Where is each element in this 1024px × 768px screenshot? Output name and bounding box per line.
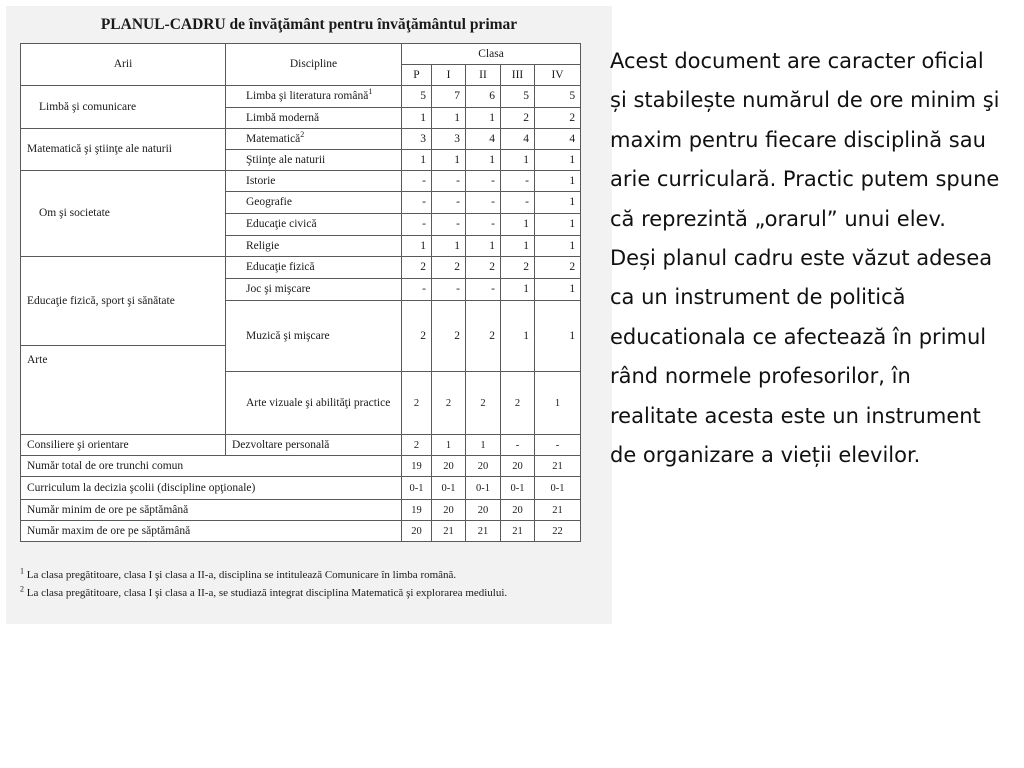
total-label: Număr total de ore trunchi comun	[21, 456, 402, 477]
footnote-text: La clasa pregătitoare, clasa I şi clasa a II-a, se studiază integrat disciplina Matematică şi explorarea mediului.	[26, 587, 508, 599]
value-cell: 21	[535, 456, 581, 477]
value-cell: -	[466, 279, 501, 301]
value-cell: 2	[501, 257, 535, 279]
value-cell: 1	[501, 301, 535, 372]
area-cell: Educaţie fizică, sport şi sănătate	[21, 257, 226, 346]
area-cell: Consiliere şi orientare	[21, 435, 226, 456]
value-cell: 2	[535, 257, 581, 279]
value-cell: 1	[501, 214, 535, 236]
paragraph: Acest document are caracter oficial și stabilește numărul de ore minim şi maxim pentru fiecare disciplină sau arie curriculară. Practic putem spune că reprezintă „orarul” unui elev.	[610, 49, 1000, 231]
value-cell: 2	[432, 257, 466, 279]
discipline-cell: Arte vizuale şi abilităţi practice	[226, 372, 402, 435]
value-cell: 1	[402, 150, 432, 171]
value-cell: 20	[466, 500, 501, 521]
value-cell: 2	[402, 435, 432, 456]
value-cell: 0-1	[501, 477, 535, 500]
value-cell: 2	[466, 257, 501, 279]
value-cell: -	[501, 192, 535, 214]
value-cell: 2	[402, 372, 432, 435]
paragraph: Deși planul cadru este văzut adesea ca un instrument de politică educationala ce afectează în primul rând normele profesorilor, în realitate acesta este un instrument de organizare a vieții elevilor.	[610, 246, 993, 468]
header-class: IV	[535, 65, 581, 86]
discipline-cell: Muzică şi mişcare	[226, 301, 402, 372]
value-cell: -	[402, 171, 432, 192]
value-cell: 5	[402, 86, 432, 108]
value-cell: 2	[466, 372, 501, 435]
value-cell: -	[432, 279, 466, 301]
discipline-name: Matematică	[246, 132, 301, 145]
value-cell: 20	[466, 456, 501, 477]
value-cell: -	[402, 192, 432, 214]
value-cell: 21	[432, 521, 466, 542]
value-cell: 1	[501, 279, 535, 301]
value-cell: -	[402, 214, 432, 236]
value-cell: 1	[535, 279, 581, 301]
header-arii: Arii	[21, 44, 226, 86]
area-cell: Arte	[21, 346, 226, 435]
total-label: Număr maxim de ore pe săptămână	[21, 521, 402, 542]
totals-row	[21, 521, 581, 542]
value-cell: 2	[466, 301, 501, 372]
discipline-name: Limba şi literatura română	[246, 90, 369, 102]
value-cell: -	[501, 435, 535, 456]
table-title: PLANUL-CADRU de învăţământ pentru învăţământul primar	[100, 16, 518, 33]
value-cell: -	[432, 214, 466, 236]
value-cell: 1	[501, 236, 535, 257]
footnote-mark: 2	[300, 129, 305, 139]
footnote-text: La clasa pregătitoare, clasa I şi clasa a II-a, disciplina se intitulează Comunicare în limba română.	[26, 569, 457, 581]
header-clasa: Clasa	[402, 44, 581, 65]
value-cell: 1	[432, 236, 466, 257]
footnote	[20, 566, 457, 581]
discipline-cell: Istorie	[226, 171, 402, 192]
value-cell: 6	[466, 86, 501, 108]
value-cell: 1	[535, 150, 581, 171]
header-class: P	[402, 65, 432, 86]
value-cell: 5	[535, 86, 581, 108]
header-class: III	[501, 65, 535, 86]
value-cell: 1	[535, 192, 581, 214]
value-cell: 1	[501, 150, 535, 171]
value-cell: 22	[535, 521, 581, 542]
header-row	[21, 44, 581, 65]
value-cell: 1	[466, 435, 501, 456]
value-cell: 1	[535, 236, 581, 257]
value-cell: 3	[402, 129, 432, 150]
value-cell: 2	[402, 257, 432, 279]
footnote-mark: 1	[20, 566, 24, 576]
plan-cadru-image	[6, 6, 612, 624]
header-class: II	[466, 65, 501, 86]
value-cell: 0-1	[402, 477, 432, 500]
value-cell: 2	[535, 108, 581, 129]
value-cell: 1	[466, 150, 501, 171]
totals-row	[21, 500, 581, 521]
value-cell: 1	[402, 236, 432, 257]
value-cell: 2	[402, 301, 432, 372]
value-cell: 2	[432, 301, 466, 372]
value-cell: 1	[432, 150, 466, 171]
value-cell: 1	[402, 108, 432, 129]
discipline-cell	[226, 86, 402, 108]
discipline-cell	[226, 129, 402, 150]
value-cell: 1	[466, 236, 501, 257]
value-cell: 2	[432, 372, 466, 435]
header-class: I	[432, 65, 466, 86]
value-cell: 20	[402, 521, 432, 542]
value-cell: 0-1	[432, 477, 466, 500]
value-cell: 21	[535, 500, 581, 521]
value-cell: 20	[501, 456, 535, 477]
table-row	[21, 86, 581, 108]
value-cell: 21	[501, 521, 535, 542]
value-cell: 20	[501, 500, 535, 521]
value-cell: 1	[432, 108, 466, 129]
value-cell: 2	[501, 372, 535, 435]
discipline-cell: Geografie	[226, 192, 402, 214]
totals-row	[21, 477, 581, 500]
discipline-cell: Joc şi mişcare	[226, 279, 402, 301]
value-cell: -	[466, 192, 501, 214]
discipline-cell: Educaţie civică	[226, 214, 402, 236]
table-row	[21, 171, 581, 192]
value-cell: 2	[501, 108, 535, 129]
value-cell: 0-1	[535, 477, 581, 500]
area-cell: Matematică şi ştiinţe ale naturii	[21, 129, 226, 171]
value-cell: 1	[535, 372, 581, 435]
value-cell: -	[432, 171, 466, 192]
value-cell: -	[501, 171, 535, 192]
value-cell: 1	[535, 171, 581, 192]
value-cell: -	[432, 192, 466, 214]
value-cell: 1	[466, 108, 501, 129]
header-discipline: Discipline	[226, 44, 402, 86]
footnote-mark: 2	[20, 584, 24, 594]
discipline-cell: Ştiinţe ale naturii	[226, 150, 402, 171]
value-cell: -	[466, 214, 501, 236]
discipline-cell: Religie	[226, 236, 402, 257]
value-cell: 20	[432, 456, 466, 477]
value-cell: -	[466, 171, 501, 192]
value-cell: 0-1	[466, 477, 501, 500]
value-cell: -	[402, 279, 432, 301]
table-row	[21, 129, 581, 150]
area-cell: Om şi societate	[21, 171, 226, 257]
discipline-cell: Educaţie fizică	[226, 257, 402, 279]
plan-cadru-table	[20, 43, 581, 542]
value-cell: 1	[535, 301, 581, 372]
footnote-mark: 1	[368, 87, 373, 97]
discipline-cell: Dezvoltare personală	[226, 435, 402, 456]
value-cell: 1	[535, 214, 581, 236]
value-cell: 19	[402, 456, 432, 477]
table-row	[21, 435, 581, 456]
value-cell: 7	[432, 86, 466, 108]
total-label: Curriculum la decizia şcolii (discipline opţionale)	[21, 477, 402, 500]
value-cell: -	[535, 435, 581, 456]
value-cell: 1	[432, 435, 466, 456]
area-cell: Limbă şi comunicare	[21, 86, 226, 129]
table-row	[21, 257, 581, 279]
discipline-cell: Limbă modernă	[226, 108, 402, 129]
description-text	[610, 42, 1005, 475]
footnote	[20, 584, 508, 599]
value-cell: 21	[466, 521, 501, 542]
value-cell: 20	[432, 500, 466, 521]
total-label: Număr minim de ore pe săptămână	[21, 500, 402, 521]
totals-row	[21, 456, 581, 477]
value-cell: 19	[402, 500, 432, 521]
value-cell: 3	[432, 129, 466, 150]
value-cell: 4	[466, 129, 501, 150]
value-cell: 5	[501, 86, 535, 108]
value-cell: 4	[501, 129, 535, 150]
value-cell: 4	[535, 129, 581, 150]
